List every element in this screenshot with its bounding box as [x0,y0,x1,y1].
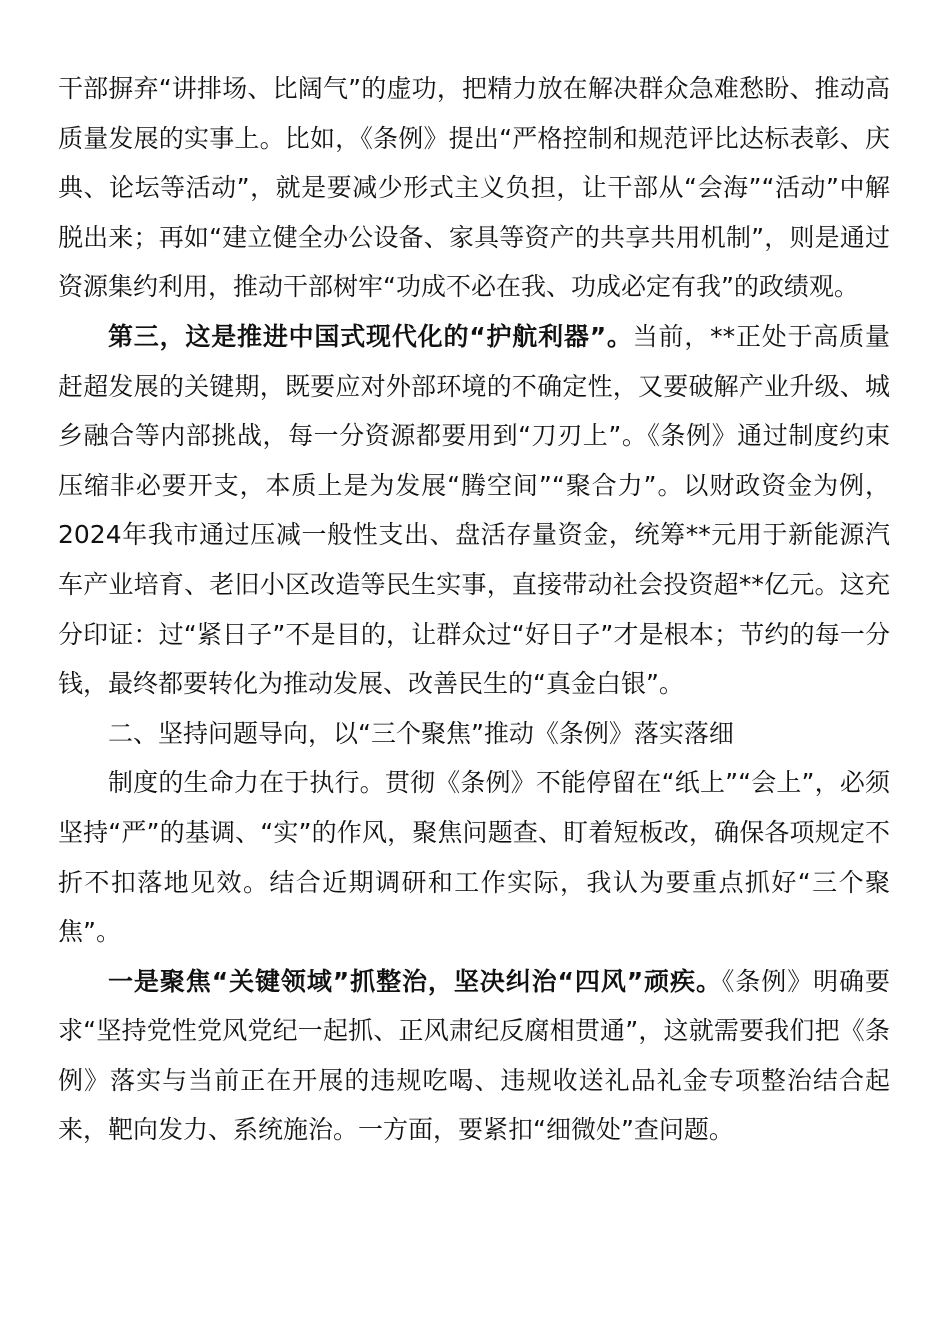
third-point-heading: 第三，这是推进中国式现代化的“护航利器”。 [108,321,633,351]
third-point-body: 当前，**正处于高质量赶超发展的关键期，既要应对外部环境的不确定性，又要破解产业升级、城乡融合等内部挑战，每一分资源都要用到“刀刃上”。《条例》通过制度约束压缩非必要开支，本质上是为发展“腾空间”“聚合力”。以财政资金为例，2024年我市通过压减一般性支出、盘活存量资金，统筹**元用于新能源汽车产业培育、老旧小区改造等民生实事，直接带动社会投资超**亿元。这充分印证：过“紧日子”不是目的，让群众过“好日子”才是根本；节约的每一分钱，最终都要转化为推动发展、改善民生的“真金白银”。 [58,321,890,699]
paragraph-third-point [58,312,890,709]
first-focus-body: 《条例》明确要求“坚持党性党风党纪一起抓、正风肃纪反腐相贯通”，这就需要我们把《条例》落实与当前正在开展的违规吃喝、违规收送礼品礼金专项整治结合起来，靶向发力、系统施治。一方面，要紧扣“细微处”查问题。 [58,966,890,1145]
document-page [58,64,890,1155]
first-focus-heading: 一是聚焦“关键领域”抓整治，坚决纠治“四风”顽疾。 [108,966,722,996]
paragraph-first-focus [58,957,890,1155]
section-heading: 二、坚持问题导向，以“三个聚焦”推动《条例》落实落细 [108,718,734,748]
paragraph-continuation: 干部摒弃“讲排场、比阔气”的虚功，把精力放在解决群众急难愁盼、推动高质量发展的实事上。比如，《条例》提出“严格控制和规范评比达标表彰、庆典、论坛等活动”，就是要减少形式主义负担，让干部从“会海”“活动”中解脱出来；再如“建立健全办公设备、家具等资产的共享共用机制”，则是通过资源集约利用，推动干部树牢“功成不必在我、功成必定有我”的政绩观。 [58,74,890,302]
paragraph-execution: 制度的生命力在于执行。贯彻《条例》不能停留在“纸上”“会上”，必须坚持“严”的基调、“实”的作风，聚焦问题查、盯着短板改，确保各项规定不折不扣落地见效。结合近期调研和工作实际，我认为要重点抓好“三个聚焦”。 [58,768,890,947]
